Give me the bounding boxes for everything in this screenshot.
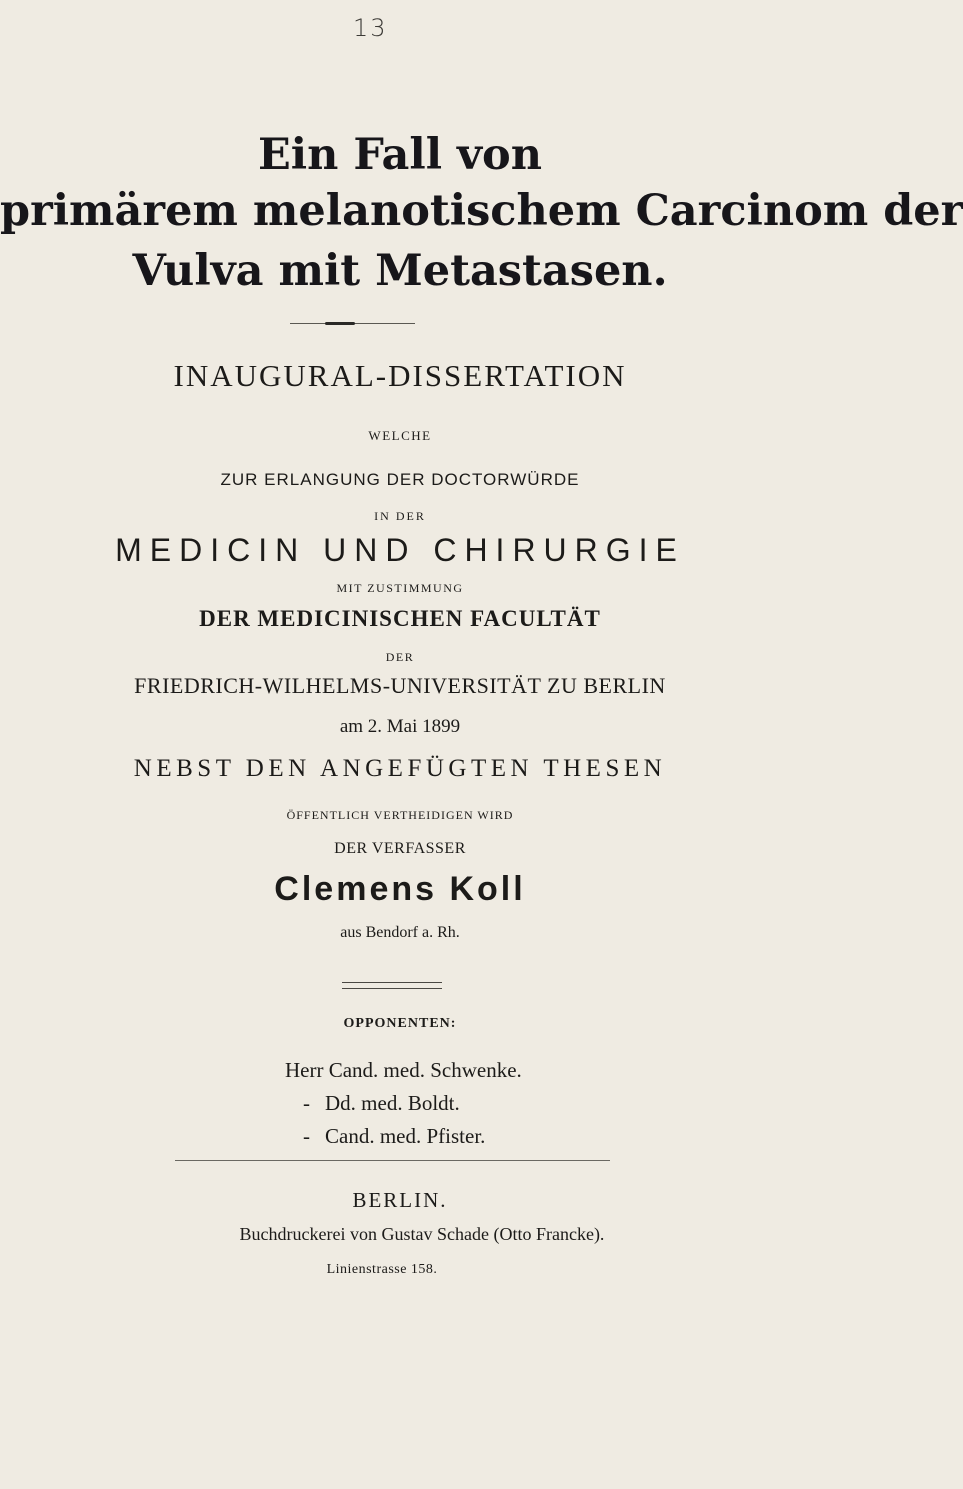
university-text: FRIEDRICH-WILHELMS-UNIVERSITÄT ZU BERLIN xyxy=(134,673,666,698)
der-verfasser-text: DER VERFASSER xyxy=(334,840,466,857)
in-der-text: IN DER xyxy=(374,509,426,523)
bottom-rule xyxy=(175,1160,610,1161)
opponent-name: Cand. med. Pfister. xyxy=(325,1124,486,1148)
opponent-name: Dd. med. Boldt. xyxy=(325,1091,460,1115)
field-text: MEDICIN UND CHIRURGIE xyxy=(115,532,685,568)
opponent-dash: - xyxy=(303,1124,310,1148)
opponent-name: Herr Cand. med. Schwenke. xyxy=(285,1058,522,1082)
opponents-heading: OPPONENTEN: xyxy=(343,1016,457,1031)
faculty-text: DER MEDICINISCHEN FACULTÄT xyxy=(199,606,601,631)
welche-text: WELCHE xyxy=(368,428,432,443)
date-text: am 2. Mai 1899 xyxy=(339,716,461,737)
oeffentlich-text: ÖFFENTLICH VERTHEIDIGEN WIRD xyxy=(286,808,514,822)
double-rule xyxy=(342,982,442,989)
imprint-address: Linienstrasse 158. xyxy=(326,1262,438,1277)
author-origin: aus Bendorf a. Rh. xyxy=(340,924,460,941)
opponent-row xyxy=(285,1120,522,1153)
opponent-dash: - xyxy=(303,1091,310,1115)
mit-zustimmung-text: MIT ZUSTIMMUNG xyxy=(336,581,464,595)
ornament-rule xyxy=(290,322,415,326)
opponent-row xyxy=(285,1087,522,1120)
imprint-city: BERLIN. xyxy=(352,1188,448,1212)
opponent-row xyxy=(285,1054,522,1087)
title-line-2: primärem melanotischem Carcinom der xyxy=(0,186,963,236)
purpose-text: ZUR ERLANGUNG DER DOCTORWÜRDE xyxy=(220,470,580,489)
der-text: DER xyxy=(385,650,415,664)
pencil-mark: 13 xyxy=(353,14,388,42)
nebst-text: NEBST DEN ANGEFÜGTEN THESEN xyxy=(133,755,667,782)
opponents-list xyxy=(285,1054,522,1153)
author-name: Clemens Koll xyxy=(274,870,526,908)
title-line-3: Vulva mit Metastasen. xyxy=(132,246,668,296)
imprint-printer: Buchdruckerei von Gustav Schade (Otto Francke). xyxy=(239,1224,605,1244)
dissertation-heading: INAUGURAL-DISSERTATION xyxy=(173,358,627,393)
title-line-1: Ein Fall von xyxy=(258,130,542,180)
